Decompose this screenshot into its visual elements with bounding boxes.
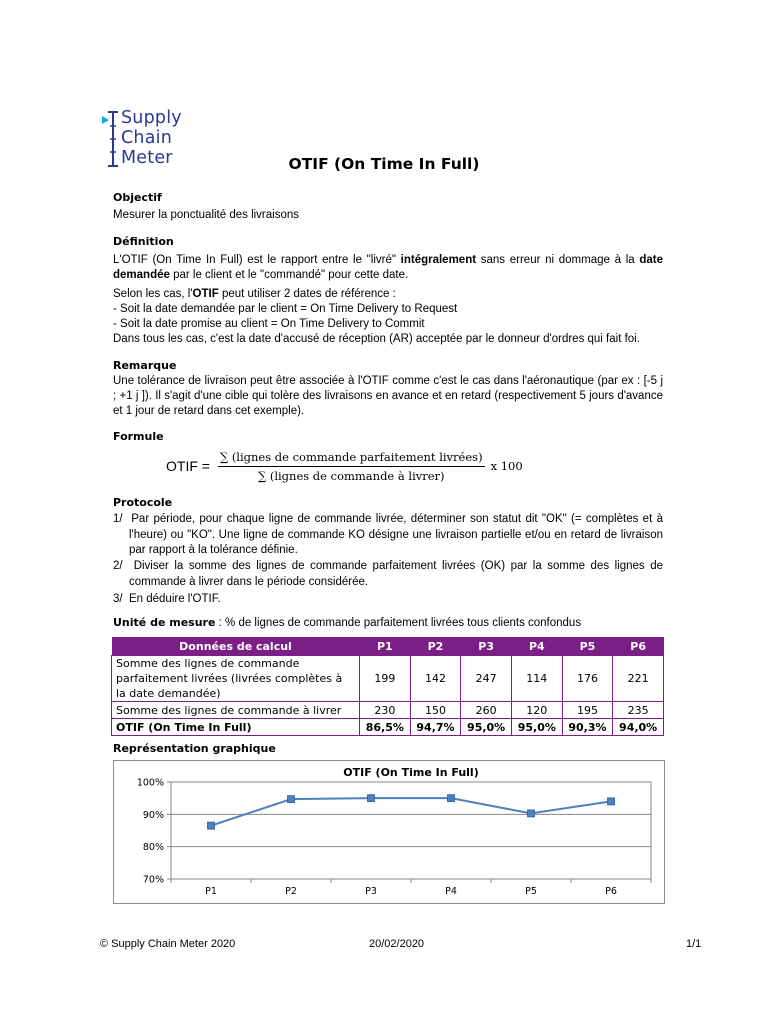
x-tick-label: P2	[285, 886, 297, 897]
footer-page: 1/1	[686, 938, 702, 950]
formule-heading: Formule	[113, 430, 164, 443]
row-label: Somme des lignes de commande parfaitement livrées (livrées complètes à la date demandée)	[112, 656, 360, 702]
footer-copyright: © Supply Chain Meter 2020	[100, 938, 236, 950]
y-tick-label: 100%	[136, 777, 164, 789]
representation-heading: Représentation graphique	[113, 742, 276, 755]
x-tick-label: P5	[525, 886, 537, 897]
definition-paragraph-1: L'OTIF (On Time In Full) est le rapport entre le "livré" intégralement sans erreur ni dommage à la date demandée par le client et le "commandé" pour cette date.	[113, 254, 663, 281]
definition-paragraph-3: Dans tous les cas, c'est la date d'accusé de réception (AR) acceptée par le donneur d'ordres qui fait foi.	[113, 333, 640, 345]
y-tick-label: 70%	[142, 874, 164, 886]
y-tick-label: 80%	[142, 842, 164, 854]
table-cell: 230	[360, 702, 411, 719]
protocole-item: 2/ Diviser la somme des lignes de commande parfaitement livrées (OK) par la somme des lignes de commande à livrer dans le période considérée.	[113, 560, 663, 588]
column-header: P1	[360, 637, 411, 656]
table-cell: 199	[360, 656, 411, 702]
page-title: OTIF (On Time In Full)	[288, 155, 480, 173]
formula-multiplier: x 100	[490, 459, 523, 473]
table-row	[112, 719, 664, 736]
column-header: Données de calcul	[112, 637, 360, 656]
formula-denominator: ∑ (lignes de commande à livrer)	[257, 468, 445, 483]
row-label: Somme des lignes de commande à livrer	[112, 702, 360, 719]
table-cell: 260	[461, 702, 512, 719]
x-tick-label: P1	[205, 886, 217, 897]
table-row	[112, 702, 664, 719]
table-cell: 95,0%	[461, 719, 512, 736]
unite-de-mesure: Unité de mesure : % de lignes de commande parfaitement livrées tous clients confondus	[113, 616, 582, 629]
data-point	[288, 796, 295, 803]
remarque-heading: Remarque	[113, 359, 177, 372]
table-cell: 142	[410, 656, 461, 702]
definition-bullet-1: - Soit la date demandée par le client = On Time Delivery to Request	[113, 303, 458, 315]
column-header: P4	[511, 637, 562, 656]
x-tick-label: P4	[445, 886, 457, 897]
table-cell: 195	[562, 702, 613, 719]
chart-title: OTIF (On Time In Full)	[343, 766, 479, 779]
objectif-heading: Objectif	[113, 191, 162, 204]
table-cell: 90,3%	[562, 719, 613, 736]
table-row	[112, 656, 664, 702]
protocole-item: 3/ En déduire l'OTIF.	[113, 593, 221, 605]
column-header: P5	[562, 637, 613, 656]
definition-bullet-2: - Soit la date promise au client = On Time Delivery to Commit	[113, 318, 425, 330]
otif-chart	[113, 760, 665, 904]
data-point	[448, 795, 455, 802]
data-point	[528, 810, 535, 817]
definition-paragraph-2: Selon les cas, l'OTIF peut utiliser 2 dates de référence :	[113, 288, 396, 300]
table-cell: 235	[613, 702, 664, 719]
protocole-heading: Protocole	[113, 496, 173, 509]
plot-area	[171, 782, 651, 879]
definition-heading: Définition	[113, 235, 174, 248]
table-cell: 95,0%	[511, 719, 562, 736]
column-header: P3	[461, 637, 512, 656]
table-cell: 114	[511, 656, 562, 702]
x-tick-label: P3	[365, 886, 377, 897]
calc-table	[111, 637, 664, 736]
footer-date: 20/02/2020	[369, 938, 425, 950]
table-cell: 150	[410, 702, 461, 719]
table-cell: 94,7%	[410, 719, 461, 736]
data-point	[368, 795, 375, 802]
table-cell: 221	[613, 656, 664, 702]
x-tick-label: P6	[605, 886, 617, 897]
remarque-text: Une tolérance de livraison peut être associée à l'OTIF comme c'est le cas dans l'aéronautique (par ex : [-5 j ; +1 j ]). Il s'agit d'une cible qui tolère des livraisons en avance et en retard (respectivement 5 jours d'avance et 1 jour de retard dans cet exemple).	[113, 375, 663, 417]
y-tick-label: 90%	[142, 809, 164, 821]
data-point	[608, 798, 615, 805]
formula-numerator: ∑ (lignes de commande parfaitement livrées)	[218, 450, 485, 467]
table-cell: 247	[461, 656, 512, 702]
column-header: P2	[410, 637, 461, 656]
table-cell: 176	[562, 656, 613, 702]
chart-svg	[114, 761, 664, 903]
table-cell: 120	[511, 702, 562, 719]
formula-lhs: OTIF =	[166, 458, 210, 474]
otif-formula	[166, 446, 523, 486]
row-label: OTIF (On Time In Full)	[112, 719, 360, 736]
logo-text: Supply Chain Meter	[121, 108, 182, 168]
column-header: P6	[613, 637, 664, 656]
formula-fraction	[218, 450, 485, 483]
table-header-row	[112, 637, 664, 656]
table-cell: 94,0%	[613, 719, 664, 736]
protocole-item: 1/ Par période, pour chaque ligne de commande livrée, déterminer son statut dit "OK" (= complètes et à l'heure) ou "KO". Une ligne de commande KO désigne une livraison partielle et/ou en retard de livraison par rapport à la tolérance définie.	[113, 513, 663, 556]
data-point	[208, 822, 215, 829]
table-cell: 86,5%	[360, 719, 411, 736]
objectif-text: Mesurer la ponctualité des livraisons	[113, 209, 300, 221]
